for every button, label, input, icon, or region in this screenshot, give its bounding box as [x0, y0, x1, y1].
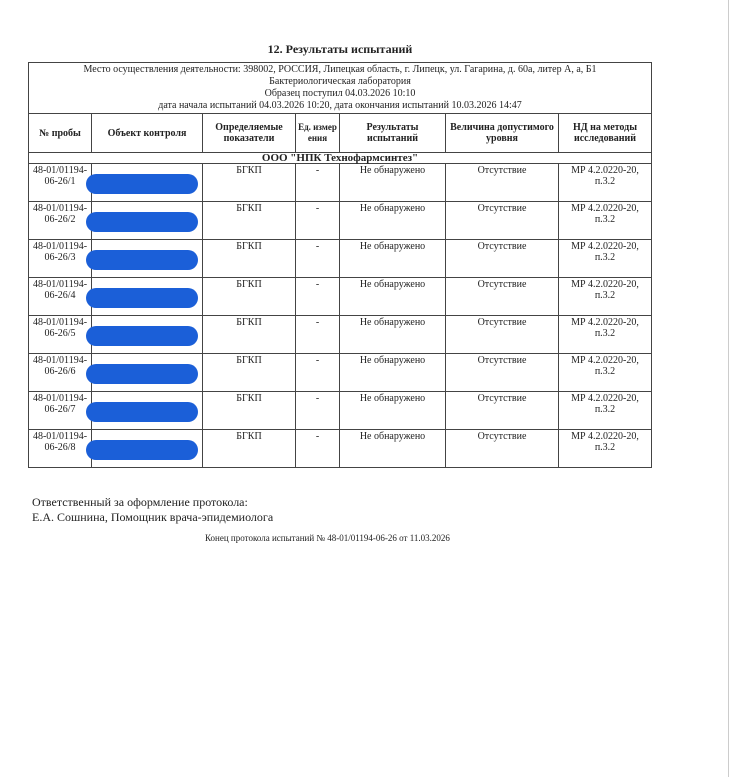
lab: Бактериологическая лаборатория [269, 76, 411, 87]
table-row [29, 430, 652, 468]
col-header: Результаты испытаний [340, 114, 446, 153]
page-edge [728, 0, 729, 777]
unit: - [296, 278, 340, 316]
sample-number: 48-01/01194-06-26/2 [29, 202, 92, 240]
unit: - [296, 354, 340, 392]
result: Не обнаружено [340, 202, 446, 240]
received: Образец поступил 04.03.2026 10:10 [264, 88, 416, 99]
table-row [29, 392, 652, 430]
method-doc: МР 4.2.0220-20, п.3.2 [559, 430, 652, 468]
table-row [29, 164, 652, 202]
sample-number: 48-01/01194-06-26/5 [29, 316, 92, 354]
redaction-mark [86, 440, 198, 460]
redaction-mark [86, 288, 198, 308]
redaction-mark [86, 402, 198, 422]
redaction-mark [86, 212, 198, 232]
allowed-level: Отсутствие [446, 278, 559, 316]
table-row [29, 278, 652, 316]
unit: - [296, 430, 340, 468]
header-row [29, 114, 652, 153]
sample-number: 48-01/01194-06-26/4 [29, 278, 92, 316]
dates: дата начала испытаний 04.03.2026 10:20, дата окончания испытаний 10.03.2026 14:47 [158, 100, 522, 111]
responsible-label: Ответственный за оформление протокола: [32, 495, 248, 509]
indicator: БГКП [203, 202, 296, 240]
unit: - [296, 392, 340, 430]
method-doc: МР 4.2.0220-20, п.3.2 [559, 164, 652, 202]
table-row [29, 354, 652, 392]
footer [32, 495, 273, 525]
control-object [92, 240, 203, 278]
unit: - [296, 202, 340, 240]
result: Не обнаружено [340, 164, 446, 202]
allowed-level: Отсутствие [446, 240, 559, 278]
info-cell [29, 63, 652, 114]
results-table [28, 62, 652, 468]
control-object [92, 278, 203, 316]
col-header: Объект контроля [92, 114, 203, 153]
col-header: НД на методы исследований [559, 114, 652, 153]
indicator: БГКП [203, 278, 296, 316]
method-doc: МР 4.2.0220-20, п.3.2 [559, 240, 652, 278]
sample-number: 48-01/01194-06-26/6 [29, 354, 92, 392]
indicator: БГКП [203, 316, 296, 354]
indicator: БГКП [203, 240, 296, 278]
indicator: БГКП [203, 354, 296, 392]
col-header: № пробы [29, 114, 92, 153]
allowed-level: Отсутствие [446, 164, 559, 202]
control-object [92, 392, 203, 430]
result: Не обнаружено [340, 240, 446, 278]
result: Не обнаружено [340, 278, 446, 316]
col-header: Ед. измер ения [296, 114, 340, 153]
sample-number: 48-01/01194-06-26/8 [29, 430, 92, 468]
indicator: БГКП [203, 164, 296, 202]
result: Не обнаружено [340, 354, 446, 392]
result: Не обнаружено [340, 316, 446, 354]
result: Не обнаружено [340, 392, 446, 430]
table-row [29, 202, 652, 240]
col-header: Определяемые показатели [203, 114, 296, 153]
unit: - [296, 240, 340, 278]
section-title: 12. Результаты испытаний [267, 42, 413, 56]
method-doc: МР 4.2.0220-20, п.3.2 [559, 392, 652, 430]
method-doc: МР 4.2.0220-20, п.3.2 [559, 354, 652, 392]
allowed-level: Отсутствие [446, 202, 559, 240]
redaction-mark [86, 174, 198, 194]
control-object [92, 164, 203, 202]
table-row [29, 240, 652, 278]
sample-number: 48-01/01194-06-26/3 [29, 240, 92, 278]
sample-number: 48-01/01194-06-26/7 [29, 392, 92, 430]
allowed-level: Отсутствие [446, 354, 559, 392]
place: Место осуществления деятельности: 398002, РОССИЯ, Липецкая область, г. Липецк, ул. Гагарина, д. 60а, литер А, а, Б1 [83, 64, 597, 75]
method-doc: МР 4.2.0220-20, п.3.2 [559, 202, 652, 240]
control-object [92, 202, 203, 240]
indicator: БГКП [203, 430, 296, 468]
allowed-level: Отсутствие [446, 430, 559, 468]
method-doc: МР 4.2.0220-20, п.3.2 [559, 278, 652, 316]
control-object [92, 354, 203, 392]
indicator: БГКП [203, 392, 296, 430]
control-object [92, 316, 203, 354]
allowed-level: Отсутствие [446, 316, 559, 354]
sample-number: 48-01/01194-06-26/1 [29, 164, 92, 202]
protocol-end: Конец протокола испытаний № 48-01/01194-06-26 от 11.03.2026 [205, 533, 450, 543]
redaction-mark [86, 326, 198, 346]
responsible-person: Е.А. Сошнина, Помощник врача-эпидемиолога [32, 510, 274, 524]
col-header: Величина допустимого уровня [446, 114, 559, 153]
method-doc: МР 4.2.0220-20, п.3.2 [559, 316, 652, 354]
org-name: ООО "НПК Технофармсинтез" [29, 153, 652, 164]
unit: - [296, 164, 340, 202]
unit: - [296, 316, 340, 354]
redaction-mark [86, 250, 198, 270]
redaction-mark [86, 364, 198, 384]
table-row [29, 316, 652, 354]
allowed-level: Отсутствие [446, 392, 559, 430]
result: Не обнаружено [340, 430, 446, 468]
control-object [92, 430, 203, 468]
